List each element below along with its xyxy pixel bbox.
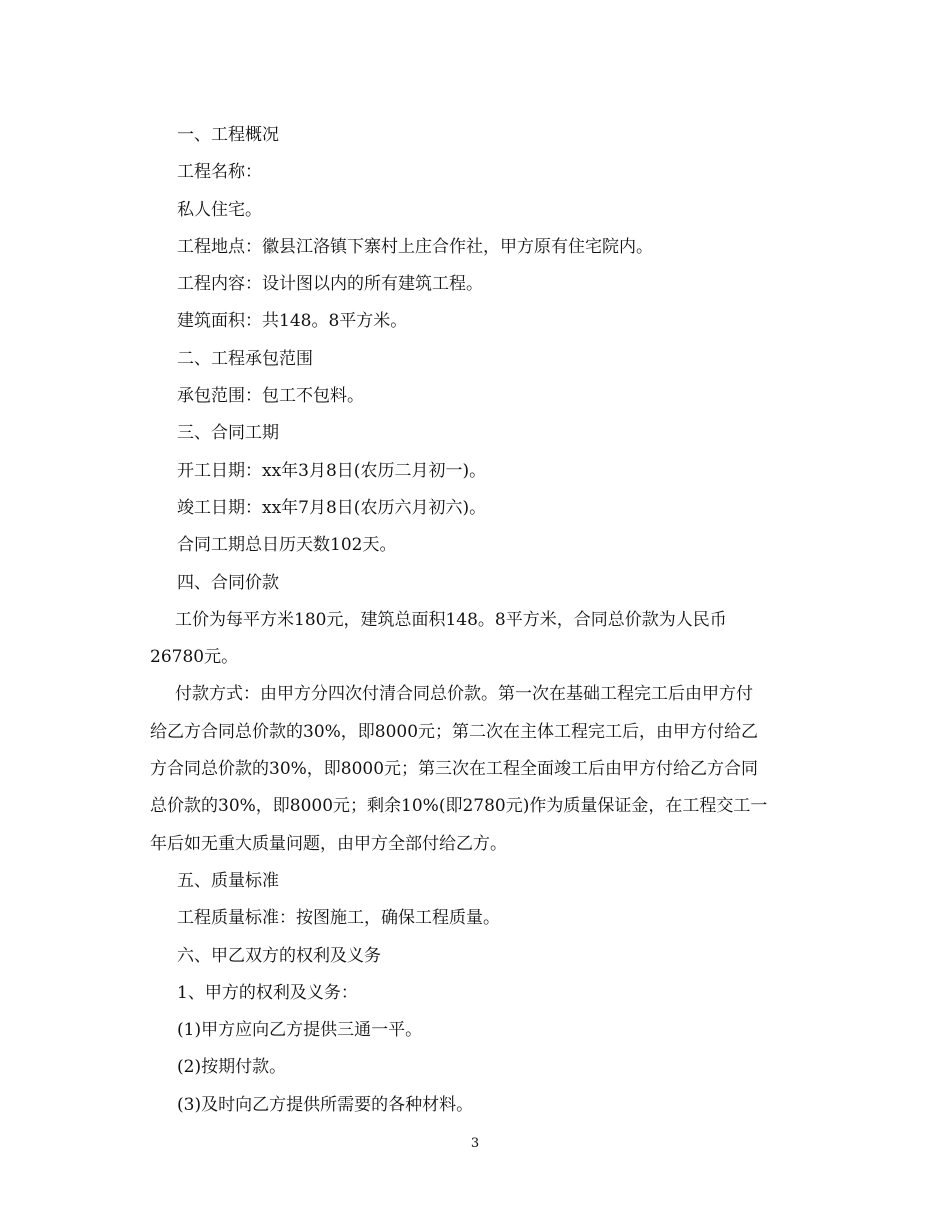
payment-paragraph-line: 年后如无重大质量问题，由甲方全部付给乙方。: [150, 833, 507, 854]
price-paragraph: [150, 602, 817, 677]
price-paragraph-line: 工价为每平方米180元，建筑总面积148。8平方米，合同总价款为人民币: [175, 609, 727, 630]
party-a-item-3: (3)及时向乙方提供所需要的各种材料。: [177, 1094, 474, 1115]
payment-paragraph-line: 总价款的30%，即8000元；剩余10%(即2780元)作为质量保证金，在工程交工一: [150, 796, 768, 817]
section-heading-quality: 五、质量标准: [177, 870, 279, 891]
contract-scope: 承包范围：包工不包料。: [177, 386, 364, 407]
section-heading-rights: 六、甲乙双方的权利及义务: [177, 945, 381, 966]
project-content: 工程内容：设计图以内的所有建筑工程。: [177, 274, 483, 295]
building-area: 建筑面积：共148。8平方米。: [177, 311, 408, 332]
party-a-rights-heading: 1、甲方的权利及义务：: [177, 982, 358, 1003]
party-a-item-1: (1)甲方应向乙方提供三通一平。: [177, 1020, 423, 1041]
payment-paragraph-line: 付款方式：由甲方分四次付清合同总价款。第一次在基础工程完工后由甲方付: [175, 684, 753, 705]
section-heading-scope: 二、工程承包范围: [177, 348, 313, 369]
section-heading-price: 四、合同价款: [177, 572, 279, 593]
payment-paragraph-line: 方合同总价款的30%，即8000元；第三次在工程全面竣工后由甲方付给乙方合同: [150, 759, 759, 780]
section-heading-overview: 一、工程概况: [177, 125, 279, 145]
party-a-item-2: (2)按期付款。: [177, 1057, 287, 1078]
price-paragraph-line: 26780元。: [150, 647, 239, 668]
payment-paragraph: [150, 676, 817, 862]
section-heading-schedule: 三、合同工期: [177, 423, 279, 444]
page-number: 3: [470, 1136, 480, 1151]
total-duration: 合同工期总日历天数102天。: [177, 535, 397, 556]
completion-date: 竣工日期：xx年7月8日(农历六月初六)。: [177, 497, 487, 518]
start-date: 开工日期：xx年3月8日(农历二月初一)。: [177, 460, 487, 481]
project-name-value: 私人住宅。: [177, 199, 262, 220]
quality-standard: 工程质量标准：按图施工，确保工程质量。: [177, 908, 500, 929]
document-body: [150, 117, 817, 1124]
project-name-label: 工程名称：: [177, 162, 262, 183]
payment-paragraph-line: 给乙方合同总价款的30%，即8000元；第二次在主体工程完工后，由甲方付给乙: [150, 721, 759, 742]
project-location: 工程地点：徽县江洛镇下寨村上庄合作社，甲方原有住宅院内。: [177, 236, 653, 257]
